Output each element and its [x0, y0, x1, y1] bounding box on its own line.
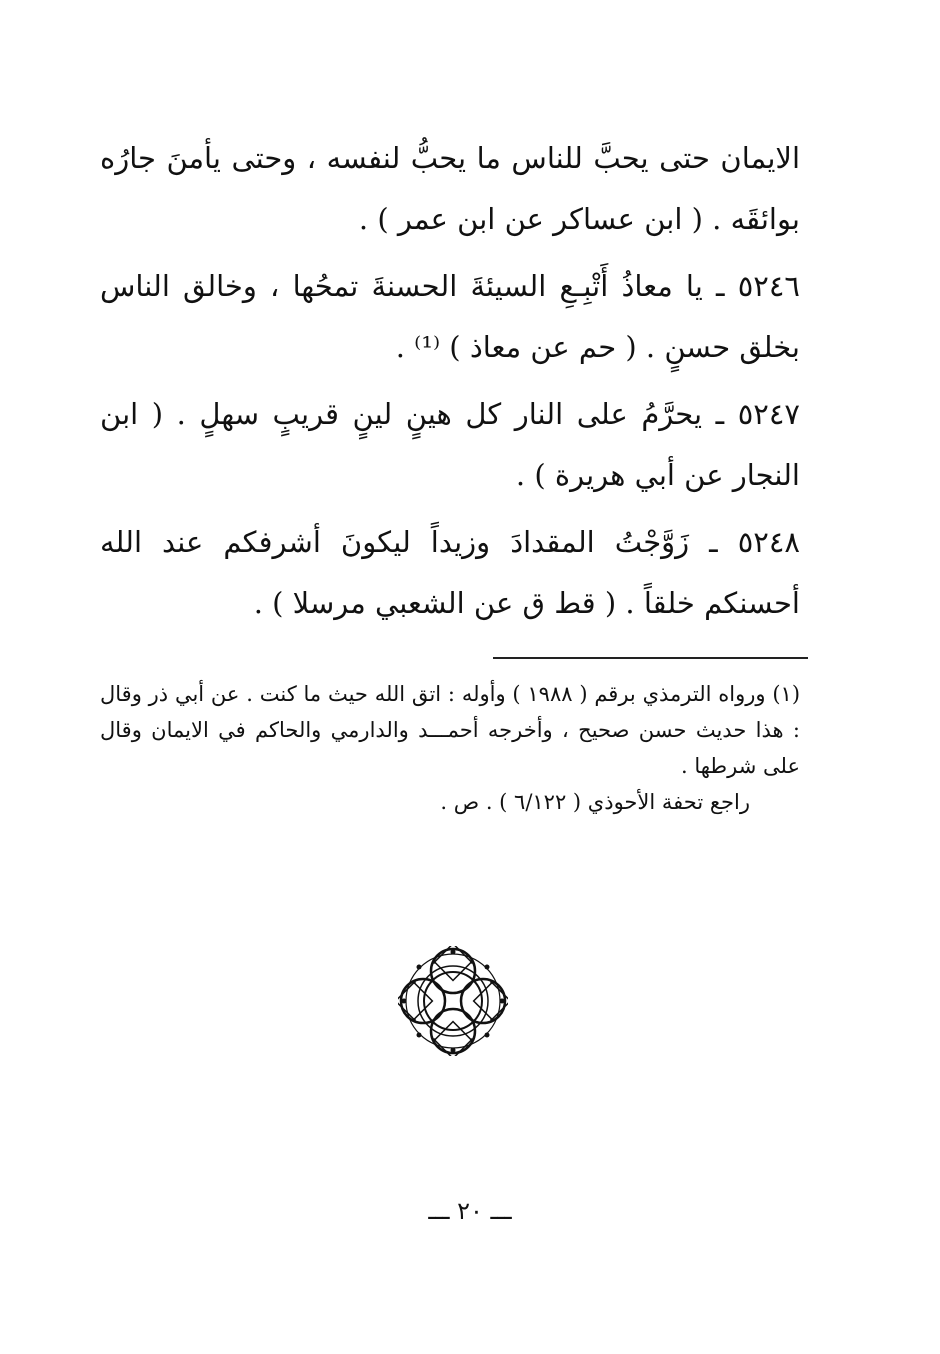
page-number: ـــ ٢٠ ـــ [428, 1197, 512, 1225]
ornament-icon [398, 946, 508, 1056]
footnotes [100, 676, 800, 820]
hadith-paragraph-5247: ٥٢٤٧ ـ يحرَّمُ على النار كل هينٍ لينٍ قريبٍ سهلٍ . ( ابن النجار عن أبي هريرة ) . [100, 397, 800, 492]
main-text [100, 128, 800, 634]
hadith-paragraph-1: الايمان حتى يحبَّ للناس ما يحبُّ لنفسه ، وحتى يأمنَ جارُه بوائقَه . ( ابن عساكر عن ابن عمر ) . [100, 141, 800, 236]
hadith-paragraph-5248: ٥٢٤٨ ـ زَوَّجْتُ المقدادَ وزيداً ليكونَ أشرفكم عند الله أحسنكم خلقاً . ( قط ق عن الشعبي مرسلا ) . [100, 525, 800, 620]
footnote-1: (١) ورواه الترمذي برقم ( ١٩٨٨ ) وأوله : اتق الله حيث ما كنت . عن أبي ذر وقال : هذا حديث حسن صحيح ، وأخرجه أحمـــد والدارمي والحاكم في الايمان وقال على شرطها . [100, 682, 801, 778]
hadith-paragraph-5246: ٥٢٤٦ ـ يا معاذُ أَتْبِـعِ السيئةَ الحسنةَ تمحُها ، وخالق الناس بخلق حسنٍ . ( حم عن معاذ ) ⁽¹⁾ . [100, 269, 800, 364]
footnote-reference: راجع تحفة الأحوذي ( ٦/١٢٢ ) . ص . [440, 790, 750, 814]
footnote-separator [493, 657, 808, 659]
